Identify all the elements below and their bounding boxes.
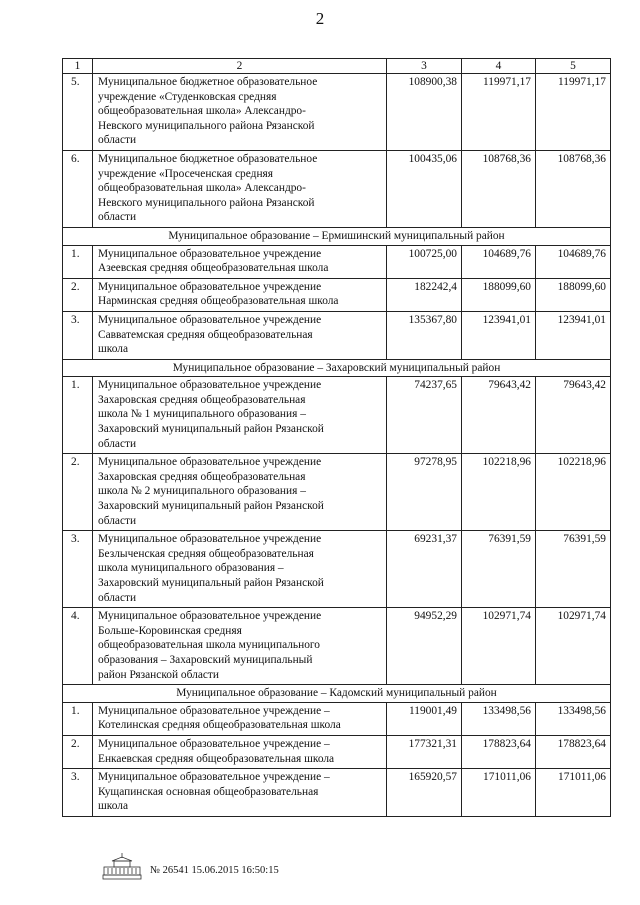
- section-title: Муниципальное образование – Ермишинский муниципальный район: [63, 227, 611, 245]
- table-row: [63, 150, 611, 227]
- value-col5-cell: 108768,36: [536, 150, 611, 227]
- value-col5-cell: 188099,60: [536, 278, 611, 311]
- page-number: 2: [315, 9, 325, 28]
- table-row: [63, 454, 611, 531]
- row-number-cell: 1.: [63, 702, 93, 735]
- value-col3-cell: 182242,4: [387, 278, 462, 311]
- table-row: [63, 735, 611, 768]
- institution-name-cell: Муниципальное образовательное учреждение – Енкаевская средняя общеобразовательная школа: [93, 735, 387, 768]
- value-col3-cell: 100435,06: [387, 150, 462, 227]
- value-col4-cell: 133498,56: [462, 702, 536, 735]
- value-col4-cell: 119971,17: [462, 74, 536, 151]
- value-col4-cell: 76391,59: [462, 531, 536, 608]
- section-header-row: [63, 685, 611, 703]
- institution-name-cell: Муниципальное бюджетное образовательное учреждение «Просеченская средняя общеобразовательная школа» Александро- Невского муниципального района Рязанской области: [93, 150, 387, 227]
- table-row: [63, 74, 611, 151]
- institution-name-cell: Муниципальное образовательное учреждение – Кущапинская основная общеобразовательная школа: [93, 769, 387, 817]
- value-col5-cell: 79643,42: [536, 377, 611, 454]
- header-cell: 3: [387, 59, 462, 74]
- value-col5-cell: 133498,56: [536, 702, 611, 735]
- registration-stamp: № 26541 15.06.2015 16:50:15: [150, 865, 279, 876]
- institution-name-cell: Муниципальное бюджетное образовательное учреждение «Студенковская средняя общеобразовательная школа» Александро- Невского муниципального района Рязанской области: [93, 74, 387, 151]
- value-col3-cell: 177321,31: [387, 735, 462, 768]
- register-table: [62, 58, 611, 817]
- row-number-cell: 3.: [63, 769, 93, 817]
- institution-name-cell: Муниципальное образовательное учреждение Нарминская средняя общеобразовательная школа: [93, 278, 387, 311]
- value-col5-cell: 119971,17: [536, 74, 611, 151]
- value-col3-cell: 74237,65: [387, 377, 462, 454]
- value-col3-cell: 108900,38: [387, 74, 462, 151]
- row-number-cell: 2.: [63, 454, 93, 531]
- table-row: [63, 769, 611, 817]
- value-col3-cell: 97278,95: [387, 454, 462, 531]
- row-number-cell: 1.: [63, 245, 93, 278]
- table-row: [63, 531, 611, 608]
- table-row: [63, 245, 611, 278]
- institution-name-cell: Муниципальное образовательное учреждение Савватемская средняя общеобразовательная школа: [93, 311, 387, 359]
- value-col4-cell: 188099,60: [462, 278, 536, 311]
- row-number-cell: 2.: [63, 735, 93, 768]
- value-col5-cell: 76391,59: [536, 531, 611, 608]
- section-title: Муниципальное образование – Захаровский муниципальный район: [63, 359, 611, 377]
- footer: [102, 852, 279, 880]
- table-row: [63, 702, 611, 735]
- value-col3-cell: 100725,00: [387, 245, 462, 278]
- value-col4-cell: 104689,76: [462, 245, 536, 278]
- row-number-cell: 6.: [63, 150, 93, 227]
- row-number-cell: 5.: [63, 74, 93, 151]
- value-col3-cell: 69231,37: [387, 531, 462, 608]
- value-col5-cell: 178823,64: [536, 735, 611, 768]
- table-row: [63, 377, 611, 454]
- value-col5-cell: 102218,96: [536, 454, 611, 531]
- institution-name-cell: Муниципальное образовательное учреждение – Котелинская средняя общеобразовательная школа: [93, 702, 387, 735]
- section-header-row: [63, 359, 611, 377]
- value-col4-cell: 79643,42: [462, 377, 536, 454]
- value-col4-cell: 171011,06: [462, 769, 536, 817]
- header-cell: 1: [63, 59, 93, 74]
- table-row: [63, 608, 611, 685]
- value-col3-cell: 94952,29: [387, 608, 462, 685]
- value-col5-cell: 104689,76: [536, 245, 611, 278]
- institution-name-cell: Муниципальное образовательное учреждение Азеевская средняя общеобразовательная школа: [93, 245, 387, 278]
- row-number-cell: 2.: [63, 278, 93, 311]
- header-cell: 5: [536, 59, 611, 74]
- value-col4-cell: 178823,64: [462, 735, 536, 768]
- value-col4-cell: 108768,36: [462, 150, 536, 227]
- row-number-cell: 4.: [63, 608, 93, 685]
- row-number-cell: 1.: [63, 377, 93, 454]
- value-col5-cell: 171011,06: [536, 769, 611, 817]
- section-header-row: [63, 227, 611, 245]
- value-col3-cell: 135367,80: [387, 311, 462, 359]
- value-col4-cell: 123941,01: [462, 311, 536, 359]
- table-row: [63, 278, 611, 311]
- header-cell: 2: [93, 59, 387, 74]
- section-title: Муниципальное образование – Кадомский муниципальный район: [63, 685, 611, 703]
- header-cell: 4: [462, 59, 536, 74]
- building-seal-icon: [102, 852, 142, 880]
- row-number-cell: 3.: [63, 531, 93, 608]
- table-row: [63, 311, 611, 359]
- institution-name-cell: Муниципальное образовательное учреждение Безлыченская средняя общеобразовательная школа муниципального образования – Захаровский муниципальный район Рязанской области: [93, 531, 387, 608]
- institution-name-cell: Муниципальное образовательное учреждение Захаровская средняя общеобразовательная школа № 2 муниципального образования – Захаровский муниципальный район Рязанской области: [93, 454, 387, 531]
- institution-name-cell: Муниципальное образовательное учреждение Больше-Коровинская средняя общеобразовательная школа муниципального образования – Захаровский муниципальный район Рязанской области: [93, 608, 387, 685]
- row-number-cell: 3.: [63, 311, 93, 359]
- value-col4-cell: 102971,74: [462, 608, 536, 685]
- value-col3-cell: 165920,57: [387, 769, 462, 817]
- institution-name-cell: Муниципальное образовательное учреждение Захаровская средняя общеобразовательная школа № 1 муниципального образования – Захаровский муниципальный район Рязанской области: [93, 377, 387, 454]
- value-col5-cell: 102971,74: [536, 608, 611, 685]
- header-row: [63, 59, 611, 74]
- value-col5-cell: 123941,01: [536, 311, 611, 359]
- value-col4-cell: 102218,96: [462, 454, 536, 531]
- value-col3-cell: 119001,49: [387, 702, 462, 735]
